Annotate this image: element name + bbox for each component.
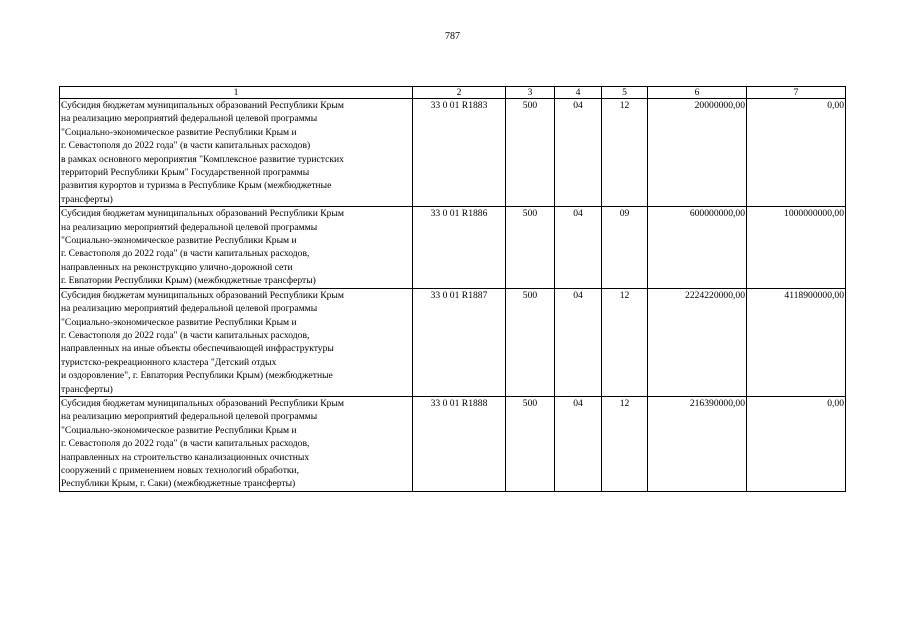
- expense-name-cell: [60, 207, 413, 288]
- expense-name-line: на реализацию мероприятий федеральной целевой программы: [61, 113, 318, 125]
- target-article-cell: 33 0 01 R1888: [413, 396, 506, 491]
- expense-name-line: трансферты): [61, 193, 113, 205]
- column-header-3: 3: [506, 87, 555, 99]
- expense-name-line: направленных на реконструкцию улично-дорожной сети: [61, 261, 293, 273]
- column-header-7: 7: [747, 87, 846, 99]
- subsection-cell: 12: [602, 288, 648, 396]
- target-article-cell: 33 0 01 R1887: [413, 288, 506, 396]
- expense-type-cell: 500: [506, 207, 555, 288]
- table-row: [60, 288, 846, 396]
- expense-name-line: сооружений с применением новых технологий обработки,: [61, 464, 300, 476]
- amount-cell-7: 4118900000,00: [747, 288, 846, 396]
- target-article-cell: 33 0 01 R1883: [413, 99, 506, 207]
- column-header-5: 5: [602, 87, 648, 99]
- expense-name-line: г. Севастополя до 2022 года" (в части капитальных расходов,: [61, 329, 310, 341]
- expense-name-line: г. Евпатории Республики Крым) (межбюджетные трансферты): [61, 275, 316, 287]
- expense-name-line: "Социально-экономическое развитие Республики Крым и: [61, 316, 297, 328]
- table-row: [60, 396, 846, 491]
- table-body: [60, 99, 846, 492]
- section-cell: 04: [555, 396, 602, 491]
- section-cell: 04: [555, 99, 602, 207]
- expense-name-line: "Социально-экономическое развитие Республики Крым и: [61, 235, 297, 247]
- expense-name-line: в рамках основного мероприятия "Комплексное развитие туристских: [61, 153, 344, 165]
- expense-name-line: и оздоровление", г. Евпатория Республики Крым) (межбюджетные: [61, 370, 333, 382]
- expense-name-line: Республики Крым, г. Саки) (межбюджетные трансферты): [61, 478, 296, 490]
- column-header-4: 4: [555, 87, 602, 99]
- amount-cell-7: 0,00: [747, 396, 846, 491]
- expense-name-line: г. Севастополя до 2022 года" (в части капитальных расходов,: [61, 438, 310, 450]
- amount-cell-6: 2224220000,00: [648, 288, 747, 396]
- section-cell: 04: [555, 288, 602, 396]
- expense-name-line: на реализацию мероприятий федеральной целевой программы: [61, 221, 318, 233]
- expense-name-line: Субсидия бюджетам муниципальных образований Республики Крым: [61, 208, 344, 220]
- page-number: 787: [445, 31, 460, 42]
- amount-cell-6: 600000000,00: [648, 207, 747, 288]
- expense-name-line: Субсидия бюджетам муниципальных образований Республики Крым: [61, 397, 344, 409]
- expense-name-line: г. Севастополя до 2022 года" (в части капитальных расходов,: [61, 248, 310, 260]
- expense-name-line: направленных на строительство канализационных очистных: [61, 451, 310, 463]
- table-row: [60, 207, 846, 288]
- amount-cell-6: 20000000,00: [648, 99, 747, 207]
- expense-name-line: направленных на иные объекты обеспечивающей инфраструктуры: [61, 343, 334, 355]
- column-header-6: 6: [648, 87, 747, 99]
- expense-name-cell: [60, 396, 413, 491]
- table-header-row: [60, 87, 846, 99]
- expense-name-cell: [60, 99, 413, 207]
- subsection-cell: 09: [602, 207, 648, 288]
- expense-name-cell: [60, 288, 413, 396]
- expense-name-line: Субсидия бюджетам муниципальных образований Республики Крым: [61, 289, 344, 301]
- expense-name-line: на реализацию мероприятий федеральной целевой программы: [61, 411, 318, 423]
- column-header-1: 1: [60, 87, 413, 99]
- amount-cell-7: 1000000000,00: [747, 207, 846, 288]
- table-row: [60, 99, 846, 207]
- amount-cell-6: 216390000,00: [648, 396, 747, 491]
- expense-name-line: развития курортов и туризма в Республике Крым (межбюджетные: [61, 180, 332, 192]
- expense-name-line: "Социально-экономическое развитие Республики Крым и: [61, 424, 297, 436]
- section-cell: 04: [555, 207, 602, 288]
- expense-name-line: трансферты): [61, 383, 113, 395]
- column-header-2: 2: [413, 87, 506, 99]
- expense-type-cell: 500: [506, 396, 555, 491]
- budget-table: [59, 86, 846, 492]
- expense-name-line: территорий Республики Крым" Государственной программы: [61, 167, 310, 179]
- expense-name-line: г. Севастополя до 2022 года" (в части капитальных расходов): [61, 140, 311, 152]
- target-article-cell: 33 0 01 R1886: [413, 207, 506, 288]
- subsection-cell: 12: [602, 99, 648, 207]
- expense-name-line: "Социально-экономическое развитие Республики Крым и: [61, 126, 297, 138]
- expense-name-line: на реализацию мероприятий федеральной целевой программы: [61, 303, 318, 315]
- subsection-cell: 12: [602, 396, 648, 491]
- expense-type-cell: 500: [506, 288, 555, 396]
- expense-type-cell: 500: [506, 99, 555, 207]
- expense-name-line: туристско-рекреационного кластера "Детский отдых: [61, 356, 277, 368]
- amount-cell-7: 0,00: [747, 99, 846, 207]
- expense-name-line: Субсидия бюджетам муниципальных образований Республики Крым: [61, 100, 344, 111]
